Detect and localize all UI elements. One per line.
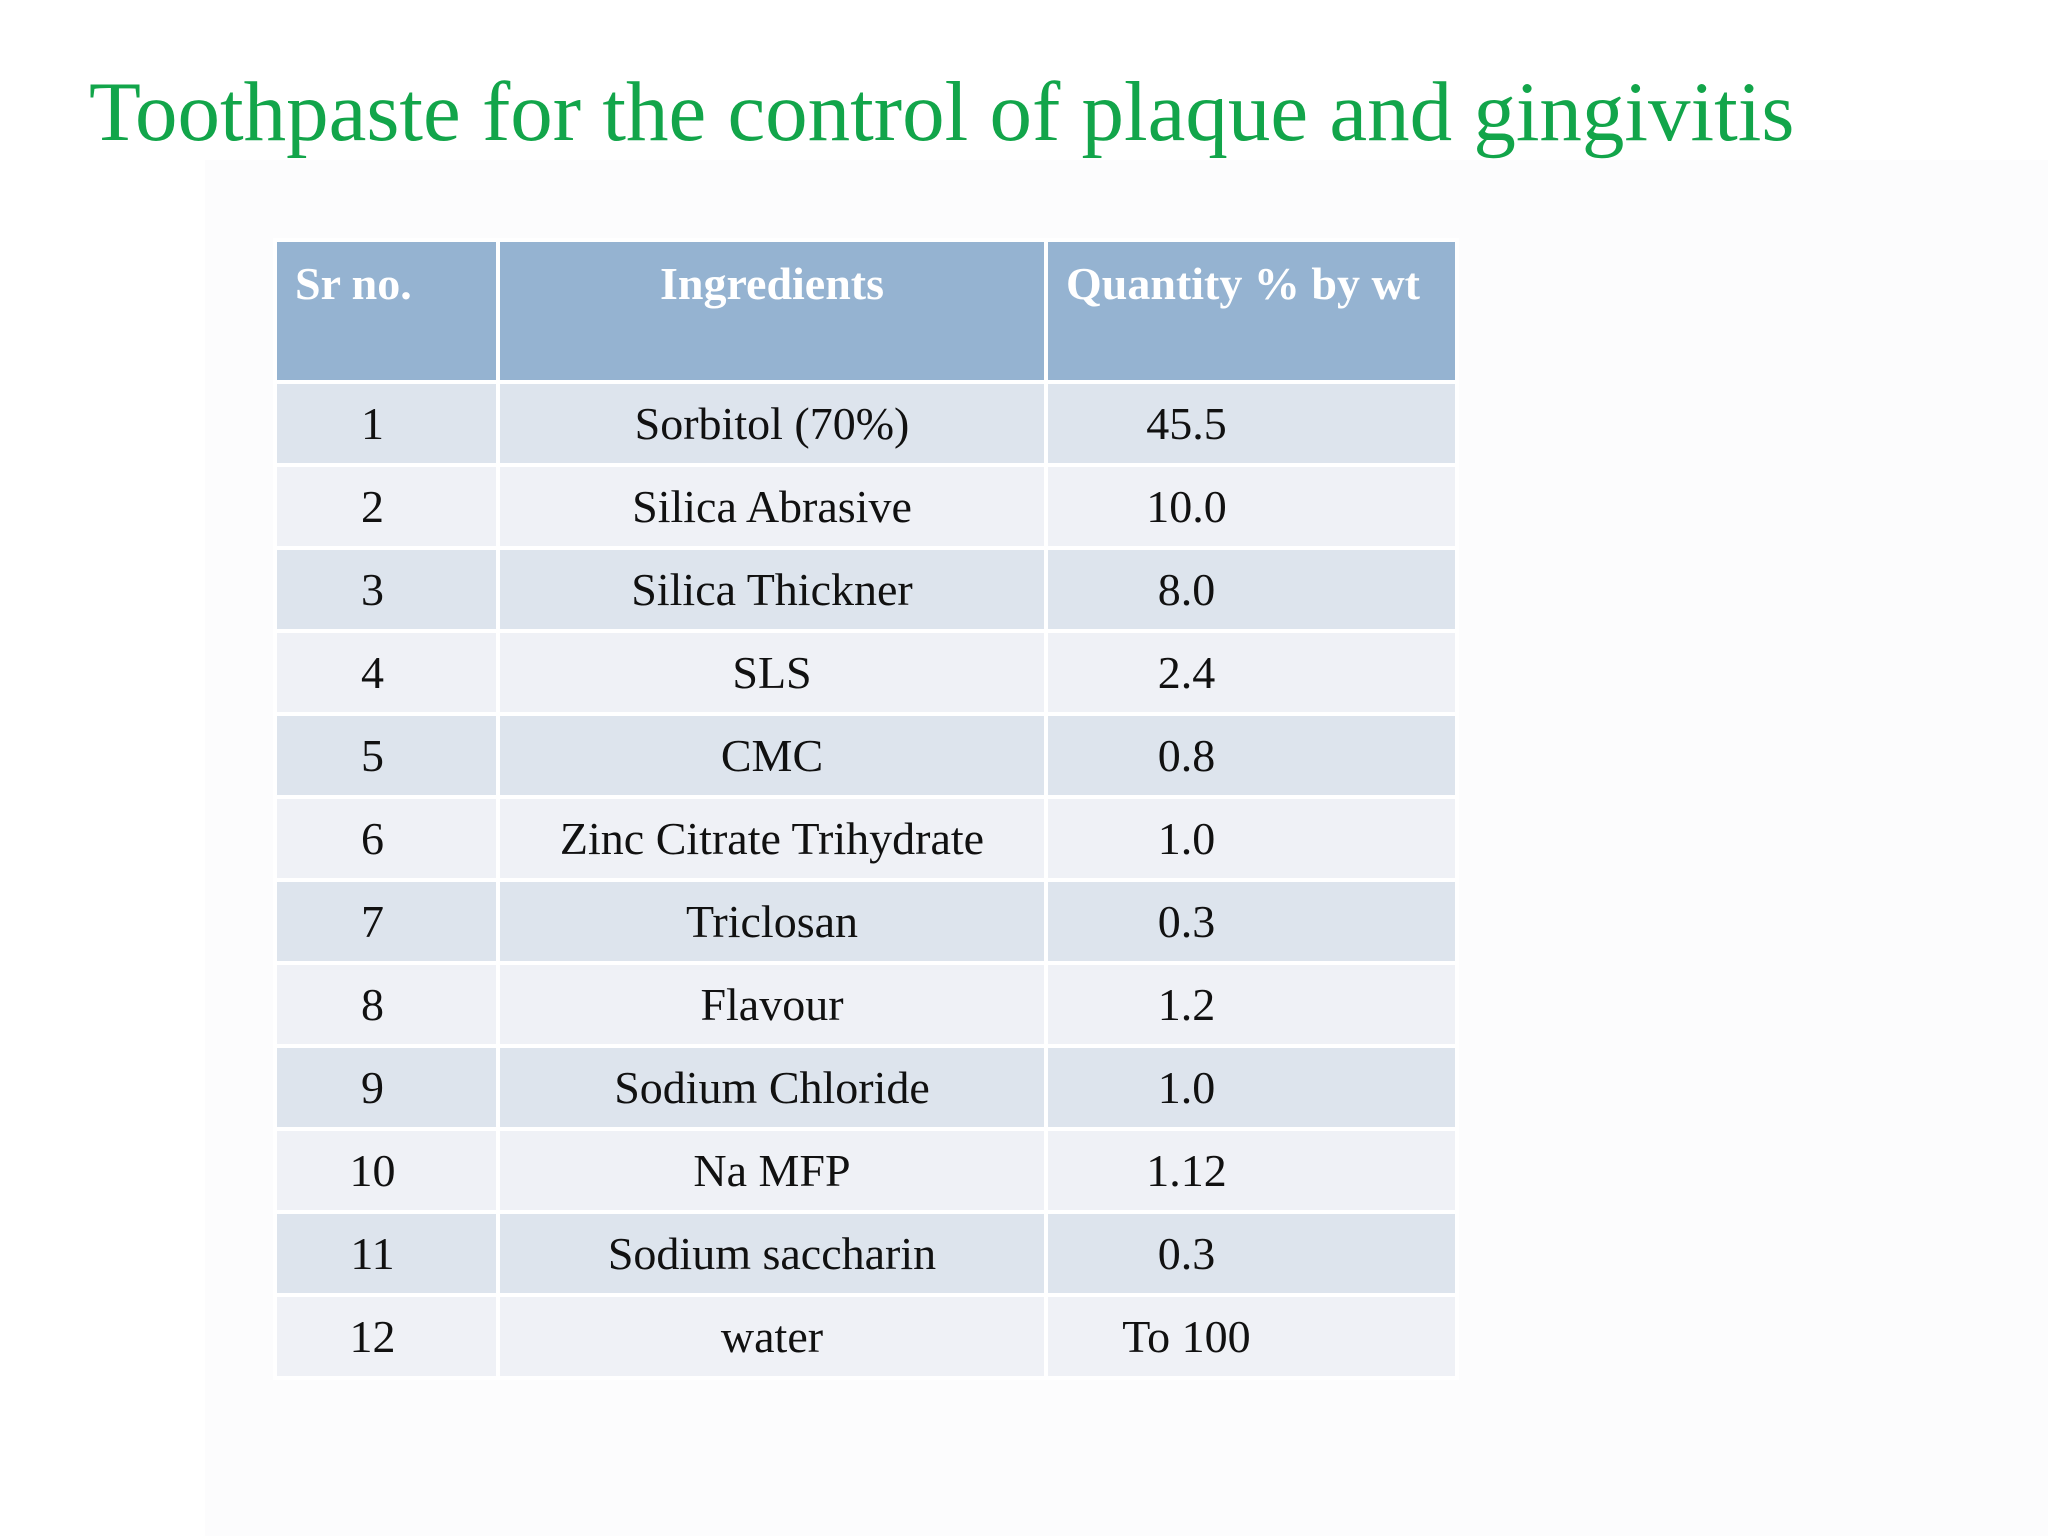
cell-sr-no: 9	[277, 1048, 496, 1127]
header-sr-no: Sr no.	[277, 242, 496, 380]
cell-sr-no: 11	[277, 1214, 496, 1293]
cell-sr-no: 7	[277, 882, 496, 961]
table-row	[277, 1297, 1455, 1376]
table-row	[277, 716, 1455, 795]
cell-quantity: 1.0	[1048, 799, 1455, 878]
cell-ingredient: Silica Abrasive	[500, 467, 1044, 546]
cell-ingredient: Na MFP	[500, 1131, 1044, 1210]
cell-sr-no: 10	[277, 1131, 496, 1210]
cell-sr-no: 5	[277, 716, 496, 795]
cell-quantity: 0.3	[1048, 1214, 1455, 1293]
cell-ingredient: SLS	[500, 633, 1044, 712]
cell-sr-no: 2	[277, 467, 496, 546]
table-header-row	[277, 242, 1455, 380]
cell-quantity: 10.0	[1048, 467, 1455, 546]
cell-quantity: 1.2	[1048, 965, 1455, 1044]
cell-quantity: 2.4	[1048, 633, 1455, 712]
table-row	[277, 384, 1455, 463]
cell-ingredient: Triclosan	[500, 882, 1044, 961]
slide-title: Toothpaste for the control of plaque and gingivitis	[89, 65, 1795, 159]
cell-sr-no: 3	[277, 550, 496, 629]
table-row	[277, 467, 1455, 546]
table-row	[277, 550, 1455, 629]
cell-ingredient: Sorbitol (70%)	[500, 384, 1044, 463]
cell-quantity: 1.0	[1048, 1048, 1455, 1127]
cell-sr-no: 1	[277, 384, 496, 463]
cell-sr-no: 6	[277, 799, 496, 878]
cell-ingredient: Flavour	[500, 965, 1044, 1044]
cell-ingredient: Zinc Citrate Trihydrate	[500, 799, 1044, 878]
table-row	[277, 1214, 1455, 1293]
table-row	[277, 1048, 1455, 1127]
table-row	[277, 799, 1455, 878]
cell-ingredient: Sodium saccharin	[500, 1214, 1044, 1293]
cell-quantity: 0.8	[1048, 716, 1455, 795]
header-quantity: Quantity % by wt	[1048, 242, 1455, 380]
ingredients-table	[273, 238, 1459, 1380]
cell-quantity: 45.5	[1048, 384, 1455, 463]
table-row	[277, 965, 1455, 1044]
cell-quantity: 0.3	[1048, 882, 1455, 961]
cell-ingredient: CMC	[500, 716, 1044, 795]
cell-ingredient: Silica Thickner	[500, 550, 1044, 629]
table-row	[277, 882, 1455, 961]
cell-sr-no: 12	[277, 1297, 496, 1376]
cell-quantity: To 100	[1048, 1297, 1455, 1376]
cell-sr-no: 4	[277, 633, 496, 712]
header-ingredients: Ingredients	[500, 242, 1044, 380]
cell-quantity: 1.12	[1048, 1131, 1455, 1210]
cell-sr-no: 8	[277, 965, 496, 1044]
cell-ingredient: water	[500, 1297, 1044, 1376]
cell-ingredient: Sodium Chloride	[500, 1048, 1044, 1127]
table-row	[277, 633, 1455, 712]
table-row	[277, 1131, 1455, 1210]
cell-quantity: 8.0	[1048, 550, 1455, 629]
